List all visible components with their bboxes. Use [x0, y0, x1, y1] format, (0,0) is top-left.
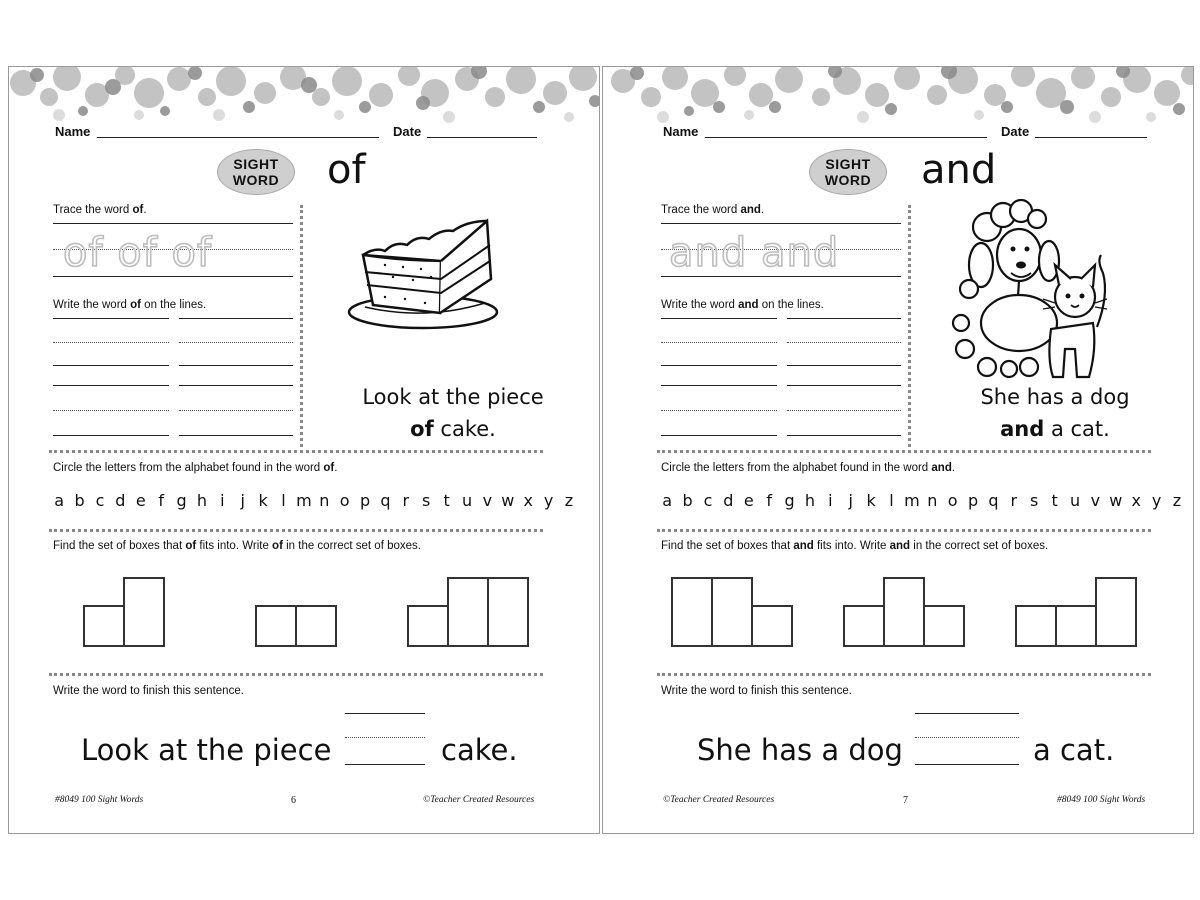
- alphabet-letter[interactable]: k: [258, 491, 268, 510]
- sight-word-title: of: [327, 147, 366, 193]
- write-instruction-text: Write the word: [53, 299, 131, 311]
- page-number: 7: [903, 795, 908, 806]
- badge-line-1: SIGHT: [825, 156, 871, 172]
- answer-blank[interactable]: [915, 764, 1019, 765]
- name-field[interactable]: [97, 137, 379, 138]
- sight-word-title: and: [921, 147, 997, 193]
- sentence-start: Look at the piece: [81, 733, 332, 767]
- circle-instruction-text: Circle the letters from the alphabet found in the word: [53, 462, 324, 474]
- caption-line-1: Look at the piece: [362, 385, 544, 409]
- worksheet-page-of: [8, 66, 600, 834]
- alphabet-letter[interactable]: w: [1109, 491, 1123, 510]
- alphabet-letter[interactable]: j: [848, 491, 853, 510]
- alphabet-letter[interactable]: w: [501, 491, 515, 510]
- alphabet-letter[interactable]: q: [988, 491, 999, 510]
- alphabet-letter[interactable]: u: [461, 491, 473, 510]
- boxes-instruction-text-c: in the correct set of boxes.: [910, 540, 1049, 552]
- write-instruction-text: Write the word: [661, 299, 739, 311]
- trace-base-line: [53, 276, 293, 277]
- circle-instruction-word: of: [323, 462, 335, 474]
- boxes-instruction-text-a: Find the set of boxes that: [53, 540, 186, 552]
- section-divider: [49, 529, 543, 532]
- footer-right: #8049 100 Sight Words: [1057, 795, 1146, 805]
- alphabet-letter[interactable]: i: [828, 491, 833, 510]
- caption-word: and: [1000, 417, 1045, 441]
- date-label: Date: [1001, 124, 1030, 139]
- finish-sentence-instruction: Write the word to finish this sentence.: [53, 685, 244, 697]
- vertical-divider: [908, 205, 911, 447]
- alphabet-letter[interactable]: p: [359, 491, 371, 510]
- alphabet-letter[interactable]: h: [804, 491, 815, 510]
- write-instruction: [661, 299, 824, 311]
- picture-caption: [309, 381, 597, 445]
- alphabet-letter[interactable]: z: [564, 491, 574, 510]
- circle-instruction: [661, 462, 955, 474]
- alphabet-row[interactable]: [657, 491, 1187, 510]
- boxes-instruction-text-b: fits into. Write: [196, 540, 273, 552]
- alphabet-letter[interactable]: f: [158, 491, 164, 510]
- section-divider: [657, 673, 1151, 676]
- sight-word-badge: [809, 149, 887, 195]
- section-divider: [657, 450, 1151, 453]
- name-field[interactable]: [705, 137, 987, 138]
- name-label: Name: [663, 124, 699, 139]
- boxes-instruction-text-a: Find the set of boxes that: [661, 540, 794, 552]
- alphabet-letter[interactable]: l: [889, 491, 894, 510]
- alphabet-letter[interactable]: z: [1172, 491, 1182, 510]
- answer-blank[interactable]: [345, 764, 425, 765]
- trace-instruction-word: and: [740, 204, 761, 216]
- caption-line-2-text: cake.: [433, 417, 496, 441]
- alphabet-letter[interactable]: d: [115, 491, 126, 510]
- alphabet-letter[interactable]: d: [723, 491, 734, 510]
- alphabet-letter[interactable]: e: [135, 491, 146, 510]
- date-label: Date: [393, 124, 422, 139]
- section-divider: [49, 450, 543, 453]
- boxes-instruction-word-2: and: [889, 540, 911, 552]
- trace-instruction: [661, 204, 764, 216]
- alphabet-letter[interactable]: g: [784, 491, 795, 510]
- trace-top-line: [661, 223, 901, 224]
- alphabet-letter[interactable]: c: [703, 491, 713, 510]
- worksheet-page-and: [602, 66, 1194, 834]
- alphabet-letter[interactable]: q: [380, 491, 391, 510]
- trace-instruction: [53, 204, 147, 216]
- boxes-instruction: [661, 540, 1048, 552]
- write-instruction: [53, 299, 206, 311]
- boxes-instruction-word-2: of: [272, 540, 283, 552]
- write-instruction-word: and: [738, 299, 759, 311]
- write-instruction-end: on the lines.: [758, 299, 824, 311]
- alphabet-letter[interactable]: y: [543, 491, 554, 510]
- alphabet-letter[interactable]: x: [1131, 491, 1141, 510]
- caption-line-1: She has a dog: [980, 385, 1130, 409]
- answer-mid-line: [915, 737, 1019, 738]
- alphabet-letter[interactable]: s: [422, 491, 431, 510]
- alphabet-letter[interactable]: k: [866, 491, 876, 510]
- alphabet-letter[interactable]: e: [743, 491, 754, 510]
- sentence-start: She has a dog: [697, 733, 903, 767]
- alphabet-letter[interactable]: n: [319, 491, 330, 510]
- bubble-border-decoration: [603, 67, 1194, 125]
- alphabet-letter[interactable]: t: [1051, 491, 1058, 510]
- alphabet-letter[interactable]: a: [662, 491, 673, 510]
- name-label: Name: [55, 124, 91, 139]
- alphabet-letter[interactable]: g: [176, 491, 187, 510]
- alphabet-letter[interactable]: u: [1069, 491, 1081, 510]
- alphabet-letter[interactable]: t: [443, 491, 450, 510]
- caption-line-2: [309, 413, 597, 445]
- write-instruction-end: on the lines.: [140, 299, 207, 311]
- boxes-instruction-word-1: of: [185, 540, 197, 552]
- date-field[interactable]: [427, 137, 537, 138]
- caption-line-2-text: a cat.: [1044, 417, 1110, 441]
- trace-instruction-text: Trace the word: [661, 204, 741, 216]
- alphabet-letter[interactable]: j: [240, 491, 245, 510]
- date-field[interactable]: [1035, 137, 1147, 138]
- sentence-end: cake.: [441, 733, 518, 767]
- badge-line-2: WORD: [824, 172, 872, 188]
- answer-mid-line: [345, 737, 425, 738]
- sight-word-badge: [217, 149, 295, 195]
- alphabet-letter[interactable]: b: [682, 491, 693, 510]
- alphabet-letter[interactable]: r: [402, 491, 410, 510]
- alphabet-letter[interactable]: a: [54, 491, 65, 510]
- alphabet-letter[interactable]: f: [766, 491, 772, 510]
- trace-word-text[interactable]: and and: [669, 230, 840, 276]
- badge-line-1: SIGHT: [233, 156, 279, 172]
- boxes-instruction-text-c: in the correct set of boxes.: [282, 540, 421, 552]
- trace-word-text[interactable]: of of of: [63, 230, 213, 276]
- circle-instruction-text: Circle the letters from the alphabet found in the word: [661, 462, 932, 474]
- circle-instruction-end: .: [951, 462, 956, 474]
- alphabet-letter[interactable]: c: [95, 491, 105, 510]
- circle-instruction-word: and: [931, 462, 952, 474]
- footer-left: ©Teacher Created Resources: [663, 795, 775, 805]
- answer-top-line: [345, 713, 425, 714]
- circle-instruction-end: .: [334, 462, 338, 474]
- alphabet-letter[interactable]: r: [1010, 491, 1018, 510]
- alphabet-letter[interactable]: m: [296, 491, 312, 510]
- cake-slice-icon: [345, 217, 505, 332]
- alphabet-letter[interactable]: o: [339, 491, 350, 510]
- answer-top-line: [915, 713, 1019, 714]
- alphabet-letter[interactable]: o: [947, 491, 958, 510]
- write-instruction-word: of: [130, 299, 141, 311]
- alphabet-letter[interactable]: y: [1151, 491, 1162, 510]
- sentence-end: a cat.: [1033, 733, 1115, 767]
- boxes-instruction-word-1: and: [793, 540, 814, 552]
- alphabet-letter[interactable]: l: [281, 491, 286, 510]
- section-divider: [657, 529, 1151, 532]
- poodle-and-cat-icon: [947, 199, 1117, 385]
- alphabet-letter[interactable]: s: [1030, 491, 1039, 510]
- alphabet-letter[interactable]: n: [927, 491, 938, 510]
- alphabet-letter[interactable]: v: [1090, 491, 1101, 510]
- trace-instruction-end: .: [760, 204, 765, 216]
- bubble-border-decoration: [9, 67, 600, 125]
- alphabet-letter[interactable]: b: [74, 491, 85, 510]
- circle-instruction: [53, 462, 337, 474]
- trace-base-line: [661, 276, 901, 277]
- vertical-divider: [300, 205, 303, 447]
- caption-line-2: [915, 413, 1194, 445]
- alphabet-letter[interactable]: m: [904, 491, 920, 510]
- alphabet-row[interactable]: [49, 491, 579, 510]
- footer-right: ©Teacher Created Resources: [423, 795, 535, 805]
- alphabet-letter[interactable]: p: [967, 491, 979, 510]
- trace-instruction-text: Trace the word: [53, 204, 133, 216]
- boxes-instruction: [53, 540, 421, 552]
- section-divider: [49, 673, 543, 676]
- picture-caption: [915, 381, 1194, 445]
- alphabet-letter[interactable]: i: [220, 491, 225, 510]
- trace-top-line: [53, 223, 293, 224]
- boxes-instruction-text-b: fits into. Write: [813, 540, 890, 552]
- alphabet-letter[interactable]: x: [523, 491, 533, 510]
- page-number: 6: [291, 795, 296, 806]
- trace-instruction-end: .: [143, 204, 147, 216]
- footer-left: #8049 100 Sight Words: [55, 795, 144, 805]
- badge-line-2: WORD: [232, 172, 280, 188]
- finish-sentence-instruction: Write the word to finish this sentence.: [661, 685, 852, 697]
- alphabet-letter[interactable]: v: [482, 491, 493, 510]
- alphabet-letter[interactable]: h: [196, 491, 207, 510]
- trace-instruction-word: of: [132, 204, 144, 216]
- caption-word: of: [410, 417, 434, 441]
